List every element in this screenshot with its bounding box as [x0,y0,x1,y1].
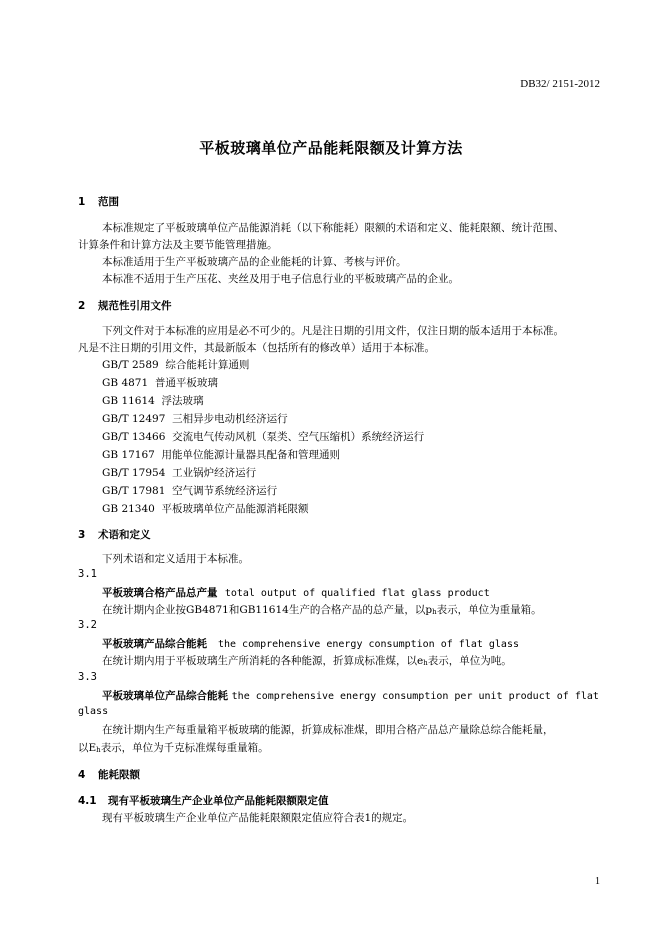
definition-text: 表示，单位为重量箱。 [436,604,542,616]
reference-code: GB/T 2589 [102,359,159,371]
term-3-2-definition [102,653,512,668]
term-3-3-definition-line-2 [78,740,269,755]
reference-item [102,375,218,390]
section-4-title: 能耗限额 [98,769,140,781]
term-3-3-number: 3.3 [78,671,97,683]
term-3-1-zh: 平板玻璃合格产品总产量 [102,587,218,599]
section-4-1-number: 4.1 [78,795,97,807]
term-3-3-en-line-2: glass [78,706,109,717]
reference-name: 空气调节系统经济运行 [172,485,278,497]
section-1-number: 1 [78,196,86,208]
reference-code: GB/T 13466 [102,431,166,443]
section-4-number: 4 [78,769,86,781]
section-2-number: 2 [78,300,86,312]
section-3-intro: 下列术语和定义适用于本标准。 [102,553,249,565]
reference-name: 交流电气传动风机（泵类、空气压缩机）系统经济运行 [172,431,425,443]
term-3-1-en: total output of qualified flat glass product [224,588,490,599]
reference-item [102,501,309,516]
reference-name: 用能单位能源计量器具配备和管理通则 [161,449,341,461]
reference-code: GB 11614 [102,395,155,407]
term-3-3-heading [102,688,599,703]
definition-text: 表示，单位为千克标准煤每重量箱。 [100,742,269,754]
reference-code: GB/T 17954 [102,467,166,479]
section-1-para-2: 本标准适用于生产平板玻璃产品的企业能耗的计算、考核与评价。 [102,256,407,268]
section-3-number: 3 [78,529,86,541]
reference-item [102,357,249,372]
term-3-2-zh: 平板玻璃产品综合能耗 [102,638,207,650]
definition-text: 以E [78,742,97,754]
term-3-2-number: 3.2 [78,619,97,631]
term-3-1-number: 3.1 [78,568,97,580]
section-2-para-line-1: 下列文件对于本标准的应用是必不可少的。凡是注日期的引用文件，仅注日期的版本适用于本标准。 [102,325,564,337]
definition-text: 在统计期内用于平板玻璃生产所消耗的各种能源，折算成标准煤，以e [102,655,424,667]
definition-text: 在统计期内企业按GB4871和GB11614生产的合格产品的总产量，以p [102,604,433,616]
section-2-title: 规范性引用文件 [98,300,172,312]
reference-code: GB/T 17981 [102,485,166,497]
reference-code: GB/T 12497 [102,413,166,425]
reference-name: 工业锅炉经济运行 [172,467,257,479]
reference-name: 浮法玻璃 [161,395,204,407]
reference-item [102,411,288,426]
term-3-2-en: the comprehensive energy consumption of flat glass [217,639,519,650]
section-4-1-title: 现有平板玻璃生产企业单位产品能耗限额限定值 [108,795,329,807]
section-1-title: 范围 [98,196,119,208]
term-3-1-definition [102,602,542,617]
reference-name: 普通平板玻璃 [154,377,218,389]
reference-name: 三相异步电动机经济运行 [172,413,288,425]
subscript: h [96,746,101,754]
term-3-3-heading-cont [78,705,108,717]
section-4-heading [78,767,140,782]
section-2-para-line-2: 凡是不注日期的引用文件，其最新版本（包括所有的修改单）适用于本标准。 [78,342,435,354]
reference-name: 综合能耗计算通则 [165,359,250,371]
section-4-1-heading [78,793,329,808]
reference-name: 平板玻璃单位产品能源消耗限额 [161,503,309,515]
section-2-heading [78,298,172,313]
section-1-para-1-line-2: 计算条件和计算方法及主要节能管理措施。 [78,239,278,251]
document-title: 平板玻璃单位产品能耗限额及计算方法 [199,139,463,157]
section-1-para-3: 本标准不适用于生产压花、夹丝及用于电子信息行业的平板玻璃产品的企业。 [102,273,459,285]
term-3-3-zh: 平板玻璃单位产品综合能耗 [102,690,228,702]
reference-item [102,429,424,444]
reference-item [102,393,204,408]
section-1-para-1-line-1: 本标准规定了平板玻璃单位产品能源消耗（以下称能耗）限额的术语和定义、能耗限额、统计范围、 [102,222,564,234]
reference-code: GB 4871 [102,377,149,389]
subscript: h [432,608,437,616]
subscript: h [423,659,428,667]
reference-code: GB 21340 [102,503,155,515]
term-3-3-en-line-1: the comprehensive energy consumption per unit product of flat [231,691,599,702]
section-4-1-para: 现有平板玻璃生产企业单位产品能耗限额限定值应符合表1的规定。 [102,812,414,824]
reference-item [102,465,256,480]
reference-item [102,483,277,498]
section-3-title: 术语和定义 [98,529,151,541]
term-3-3-definition-line-1: 在统计期内生产每重量箱平板玻璃的能源，折算成标准煤，即用合格产品总产量除总综合能耗量， [102,724,554,736]
reference-item [102,447,340,462]
definition-text: 表示，单位为吨。 [427,655,512,667]
term-3-1-heading [102,585,490,600]
section-3-heading [78,527,151,542]
reference-code: GB 17167 [102,449,155,461]
standard-number: DB32/ 2151-2012 [520,78,600,90]
page-number: 1 [595,876,600,887]
section-1-heading [78,194,119,209]
term-3-2-heading [102,636,519,651]
